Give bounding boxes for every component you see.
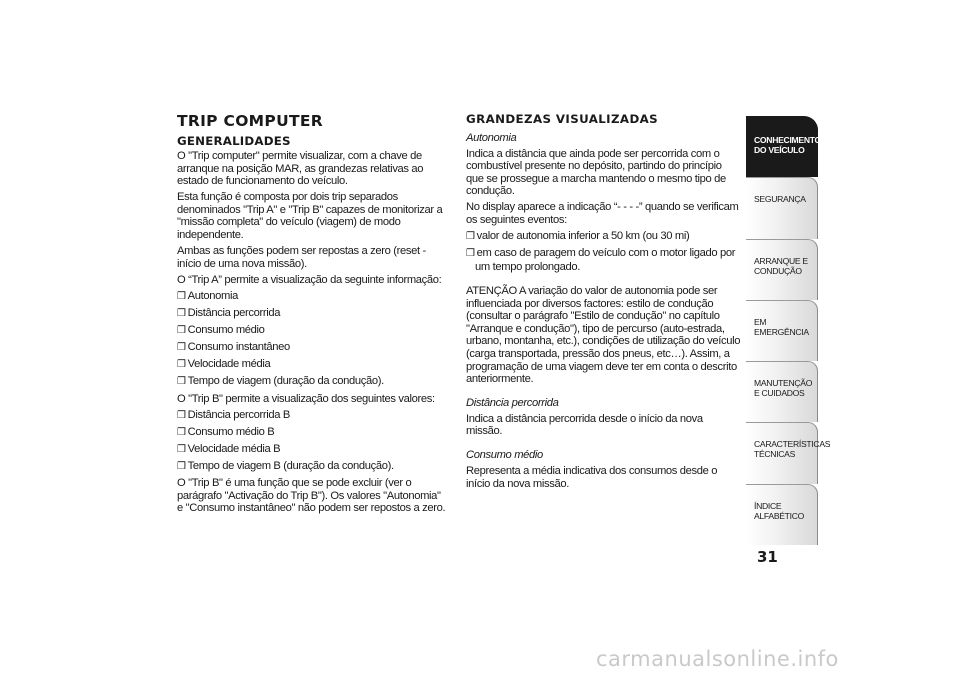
tab-conhecimento-do-veiculo[interactable]: CONHECIMENTO DO VEÍCULO — [746, 116, 818, 177]
section-title: TRIP COMPUTER — [177, 112, 323, 130]
subheading: Autonomia — [466, 132, 517, 144]
paragraph: Indica a distância percorrida desde o início da nova missão. — [466, 412, 703, 438]
paragraph: O "Trip computer" permite visualizar, com a chave de arranque na posição MAR, as grandezas relativas ao estado de funcionamento do veículo. — [177, 150, 424, 188]
list-item: ❒ Autonomia — [177, 289, 238, 302]
tab-arranque-e-conducao[interactable]: ARRANQUE E CONDUÇÃO — [746, 239, 818, 300]
checkbox-bullet-icon: ❒ — [466, 231, 475, 243]
trip-a-list — [177, 290, 449, 389]
left-column — [177, 112, 449, 518]
checkbox-bullet-icon: ❒ — [177, 426, 186, 438]
checkbox-bullet-icon: ❒ — [177, 460, 186, 472]
section-subtitle: GENERALIDADES — [177, 134, 291, 148]
subheading: Consumo médio — [466, 449, 543, 462]
list-item: ❒ Consumo médio — [177, 324, 265, 337]
checkbox-bullet-icon: ❒ — [177, 376, 186, 388]
checkbox-bullet-icon: ❒ — [177, 308, 186, 320]
checkbox-bullet-icon: ❒ — [177, 290, 186, 302]
tab-manutencao-e-cuidados[interactable]: MANUTENÇÃO E CUIDADOS — [746, 361, 818, 422]
list-item: ❒ Consumo instantâneo — [177, 341, 290, 354]
tab-indice-alfabetico[interactable]: ÍNDICE ALFABÉTICO — [746, 484, 818, 545]
checkbox-bullet-icon: ❒ — [177, 325, 186, 337]
paragraph: Representa a média indicativa dos consumos desde o início da nova missão. — [466, 465, 718, 490]
list-item: ❒ Velocidade média — [177, 358, 271, 371]
paragraph: Indica a distância que ainda pode ser percorrida com o combustível presente no depósito, partindo do princípio que se prossegue a marcha mantendo o mesmo tipo de condução. — [466, 147, 726, 198]
list-item: ❒ Consumo médio B — [177, 425, 275, 438]
list-item: ❒ em caso de paragem do veículo com o motor ligado por um tempo prolongado. — [466, 247, 736, 273]
checkbox-bullet-icon: ❒ — [177, 409, 186, 421]
events-list — [466, 230, 741, 273]
list-item: ❒ valor de autonomia inferior a 50 km (ou 30 mi) — [466, 230, 690, 243]
paragraph: O "Trip B" permite a visualização dos seguintes valores: — [177, 392, 435, 405]
watermark: carmanualsonline.info — [596, 647, 839, 671]
chapter-tabs — [746, 116, 831, 545]
paragraph: No display aparece a indicação “- - - -” quando se verificam os seguintes eventos: — [466, 201, 739, 227]
paragraph: O "Trip B" é uma função que se pode excluir (ver o parágrafo "Activação do Trip B"). Os valores "Autonomia" e "Consumo instantâneo" não podem ser repostos a zero. — [177, 476, 446, 515]
list-item: ❒ Tempo de viagem B (duração da condução). — [177, 459, 394, 472]
checkbox-bullet-icon: ❒ — [177, 443, 186, 455]
attention-note: ATENÇÃO A variação do valor de autonomia pode ser influenciada por diversos factores: estilo de condução (consultar o parágrafo "Estilo de condução" no capítulo "Arranque e condução"), tipo de percurso (auto-estrada, urbano, montanha, etc.), condições de utilização do veículo (carga transportada, pressão dos pneus, etc…). Assim, a programação de uma viagem deve ter em conta o descrito anteriormente. — [466, 284, 741, 386]
tab-caracteristicas-tecnicas[interactable]: CARACTERÍSTICAS TÉCNICAS — [746, 422, 818, 483]
paragraph: Ambas as funções podem ser repostas a zero (reset - início de uma nova missão). — [177, 245, 426, 270]
trip-b-list — [177, 409, 449, 474]
right-column — [466, 112, 741, 494]
section-title: GRANDEZAS VISUALIZADAS — [466, 112, 659, 126]
list-item: ❒ Distância percorrida — [177, 307, 281, 320]
checkbox-bullet-icon: ❒ — [466, 248, 475, 260]
paragraph: O “Trip A” permite a visualização da seguinte informação: — [177, 273, 442, 286]
checkbox-bullet-icon: ❒ — [177, 342, 186, 354]
checkbox-bullet-icon: ❒ — [177, 359, 186, 371]
tab-em-emergencia[interactable]: EM EMERGÊNCIA — [746, 300, 818, 361]
paragraph: Esta função é composta por dois trip separados denominados "Trip A" e "Trip B" capazes de monitorizar a "missão completa" do veículo (viagem) de modo independente. — [177, 191, 443, 242]
subheading: Distância percorrida — [466, 397, 559, 410]
list-item: ❒ Tempo de viagem (duração da condução). — [177, 375, 384, 388]
list-item: ❒ Distância percorrida B — [177, 408, 290, 421]
tab-seguranca[interactable]: SEGURANÇA — [746, 177, 818, 238]
list-item: ❒ Velocidade média B — [177, 442, 281, 455]
page-number: 31 — [757, 548, 778, 566]
